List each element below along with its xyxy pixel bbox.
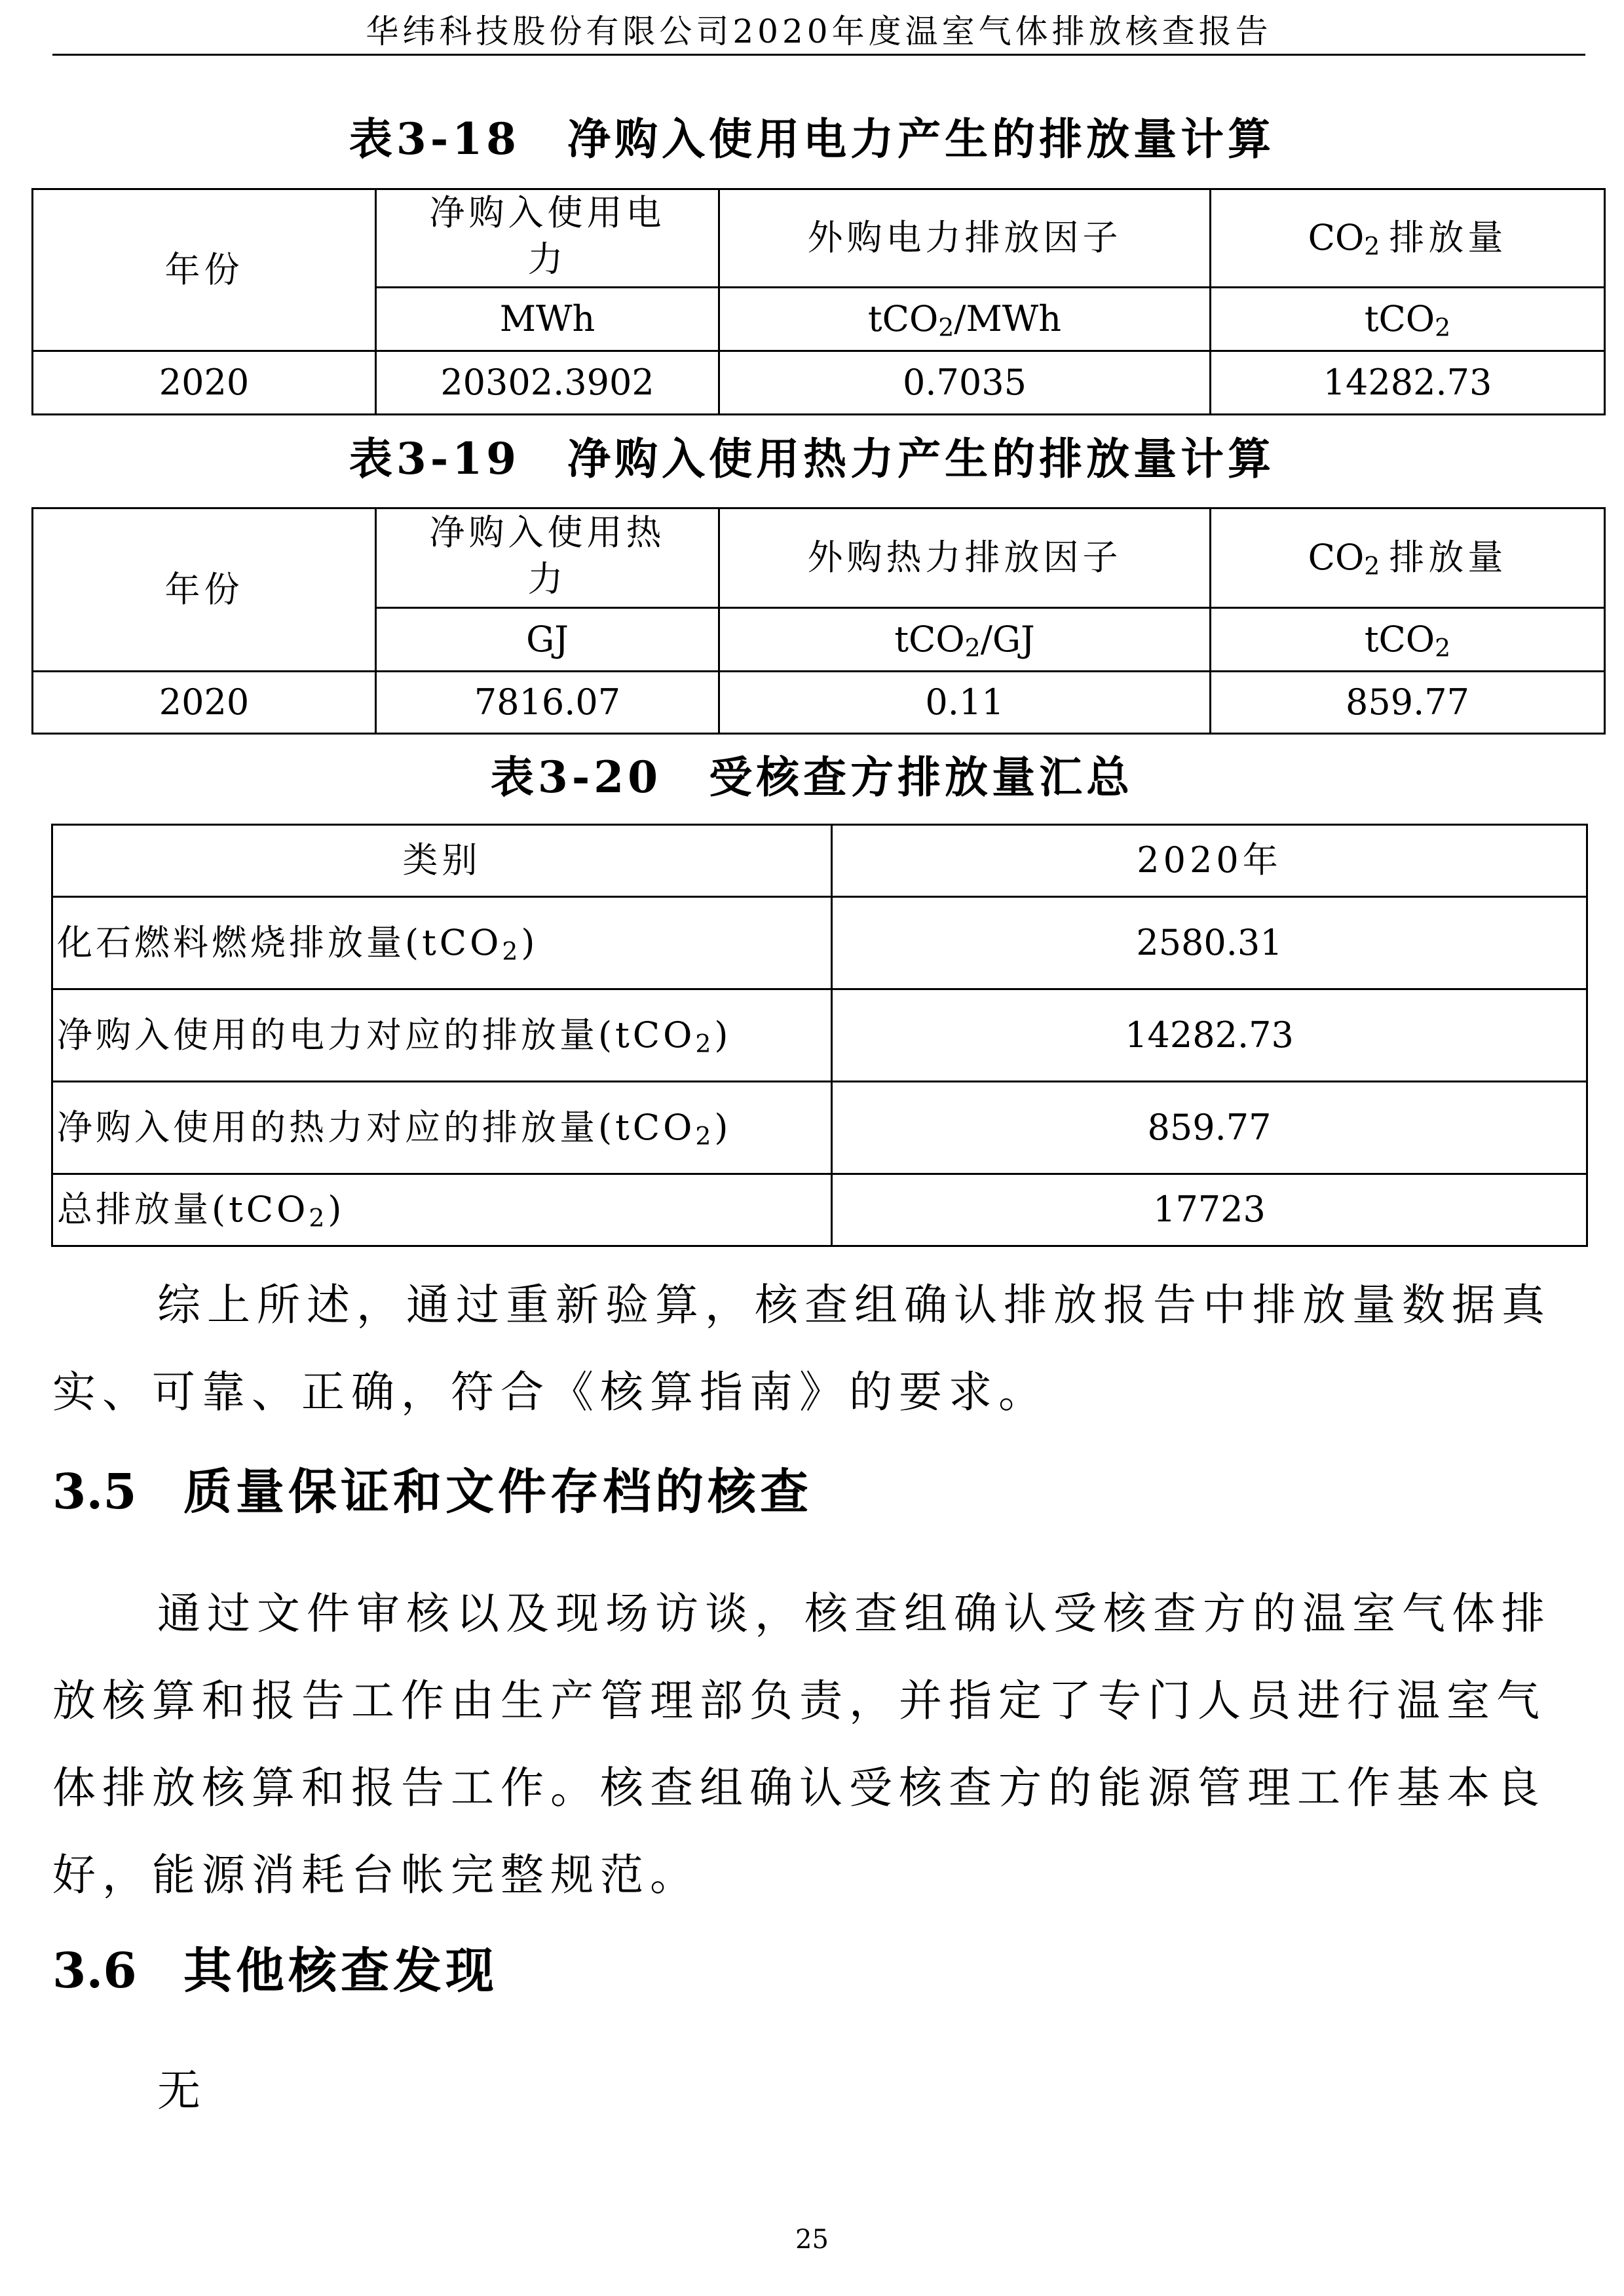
emission-label: 排放量 xyxy=(1389,537,1507,579)
table-3-18 xyxy=(31,188,1606,415)
table-3-19-unit-c xyxy=(1211,608,1605,672)
table-3-19-value-a: 7816.07 xyxy=(376,672,719,734)
table-3-18-unit-c xyxy=(1211,288,1605,351)
summary-line-2: 实、可靠、正确，符合《核算指南》的要求。 xyxy=(52,1367,1048,1417)
unit-subscript: 2 xyxy=(1435,633,1451,662)
table-3-19-col-a-line1: 净购入使用热 xyxy=(429,512,666,554)
category-label: 化石燃料燃烧排放量(tCO xyxy=(57,921,502,963)
table-3-19-value-c: 859.77 xyxy=(1211,672,1605,734)
table-3-18-value-a: 20302.3902 xyxy=(376,351,719,415)
table-3-19-caption: 表3-19 净购入使用热力产生的排放量计算 xyxy=(349,433,1275,484)
table-3-20-year-header: 2020年 xyxy=(832,825,1587,897)
table-3-18-col-c-header xyxy=(1211,189,1605,288)
table-3-20-header-row xyxy=(52,825,1587,897)
category-label: 净购入使用的电力对应的排放量(tCO xyxy=(57,1014,696,1056)
table-3-19-value-b: 0.11 xyxy=(719,672,1211,734)
co2-subscript: 2 xyxy=(309,1203,328,1233)
table-3-19-data-row xyxy=(33,672,1605,734)
table-3-19 xyxy=(31,507,1606,735)
table-3-20-value-cell: 859.77 xyxy=(832,1082,1587,1174)
table-3-19-unit-a: GJ xyxy=(376,608,719,672)
table-3-18-value-c: 14282.73 xyxy=(1211,351,1605,415)
category-label: 总排放量(tCO xyxy=(57,1189,309,1231)
unit-suffix: /GJ xyxy=(980,618,1035,660)
co2-subscript: 2 xyxy=(502,936,521,966)
co2-subscript: 2 xyxy=(695,1121,715,1151)
table-3-19-col-b-header: 外购热力排放因子 xyxy=(719,508,1211,608)
table-3-20-category-cell xyxy=(52,1174,832,1246)
section-3-5-paragraph xyxy=(52,1570,1585,1919)
unit-prefix: tCO xyxy=(867,297,939,339)
table-3-18-unit-a: MWh xyxy=(376,288,719,351)
category-label-close: ) xyxy=(521,921,538,963)
section-3-5-heading xyxy=(52,1463,812,1521)
co2-subscript: 2 xyxy=(695,1029,715,1058)
table-3-20-category-cell xyxy=(52,897,832,989)
table-row xyxy=(52,897,1587,989)
co2-subscript: 2 xyxy=(1364,231,1380,261)
table-3-20-category-cell xyxy=(52,989,832,1082)
summary-paragraph xyxy=(52,1261,1585,1436)
section-3-6-paragraph xyxy=(52,2047,1585,2134)
unit-prefix: tCO xyxy=(894,618,965,660)
table-row xyxy=(52,989,1587,1082)
category-label: 净购入使用的热力对应的排放量(tCO xyxy=(57,1106,696,1148)
section-3-5-line-3: 体排放核算和报告工作。核查组确认受核查方的能源管理工作基本良 xyxy=(52,1763,1546,1813)
table-row xyxy=(52,1082,1587,1174)
table-3-19-unit-b xyxy=(719,608,1211,672)
emission-label: 排放量 xyxy=(1389,217,1507,259)
category-label-close: ) xyxy=(714,1014,732,1056)
summary-line-1: 综上所述，通过重新验算，核查组确认排放报告中排放量数据真 xyxy=(157,1280,1551,1330)
unit-suffix: /MWh xyxy=(954,297,1062,339)
table-row xyxy=(52,1174,1587,1246)
section-3-5-line-2: 放核算和报告工作由生产管理部负责，并指定了专门人员进行温室气 xyxy=(52,1675,1546,1726)
document-header-title: 华纬科技股份有限公司2020年度温室气体排放核查报告 xyxy=(366,12,1272,50)
table-3-20-caption: 表3-20 受核查方排放量汇总 xyxy=(490,752,1134,803)
section-3-5-line-1: 通过文件审核以及现场访谈，核查组确认受核查方的温室气体排 xyxy=(157,1588,1551,1639)
section-3-5-number: 3.5 xyxy=(52,1464,137,1520)
table-3-18-header-row xyxy=(33,189,1605,288)
table-3-20-category-header: 类别 xyxy=(52,825,832,897)
table-3-19-col-a-header xyxy=(376,508,719,608)
table-3-19-header-row xyxy=(33,508,1605,608)
section-3-6-heading xyxy=(52,1942,498,2000)
table-3-19-year-cell: 2020 xyxy=(33,672,376,734)
table-3-19-col-a-line2: 力 xyxy=(527,558,567,600)
unit-subscript: 2 xyxy=(964,633,981,662)
table-3-18-year-cell: 2020 xyxy=(33,351,376,415)
co2-subscript: 2 xyxy=(1364,551,1380,581)
table-3-20-value-cell: 17723 xyxy=(832,1174,1587,1246)
table-3-19-col-c-header xyxy=(1211,508,1605,608)
table-3-19-year-header: 年份 xyxy=(33,508,376,672)
table-3-18-unit-b xyxy=(719,288,1211,351)
table-3-18-col-a-line1: 净购入使用电 xyxy=(429,192,666,234)
section-3-5-line-4: 好，能源消耗台帐完整规范。 xyxy=(52,1850,700,1900)
page-number: 25 xyxy=(795,2225,829,2255)
section-3-6-body: 无 xyxy=(157,2065,207,2116)
table-3-20-value-cell: 2580.31 xyxy=(832,897,1587,989)
co2-label: CO xyxy=(1308,537,1365,579)
header-rule xyxy=(52,54,1585,56)
section-3-6-title: 其他核查发现 xyxy=(183,1943,498,1999)
unit-prefix: tCO xyxy=(1364,618,1435,660)
unit-subscript: 2 xyxy=(1435,313,1451,342)
table-3-20-category-cell xyxy=(52,1082,832,1174)
table-3-20-value-cell: 14282.73 xyxy=(832,989,1587,1082)
table-3-20 xyxy=(51,824,1588,1247)
category-label-close: ) xyxy=(328,1189,345,1231)
table-3-18-year-header: 年份 xyxy=(33,189,376,351)
table-3-18-col-b-header: 外购电力排放因子 xyxy=(719,189,1211,288)
section-3-6-number: 3.6 xyxy=(52,1943,137,1999)
table-3-18-col-a-line2: 力 xyxy=(527,238,567,280)
table-3-18-caption: 表3-18 净购入使用电力产生的排放量计算 xyxy=(349,113,1275,164)
unit-subscript: 2 xyxy=(938,313,954,342)
table-3-18-data-row xyxy=(33,351,1605,415)
section-3-5-title: 质量保证和文件存档的核查 xyxy=(183,1464,812,1520)
unit-prefix: tCO xyxy=(1364,297,1435,339)
co2-label: CO xyxy=(1308,217,1365,259)
category-label-close: ) xyxy=(714,1106,732,1148)
table-3-18-col-a-header xyxy=(376,189,719,288)
table-3-18-value-b: 0.7035 xyxy=(719,351,1211,415)
